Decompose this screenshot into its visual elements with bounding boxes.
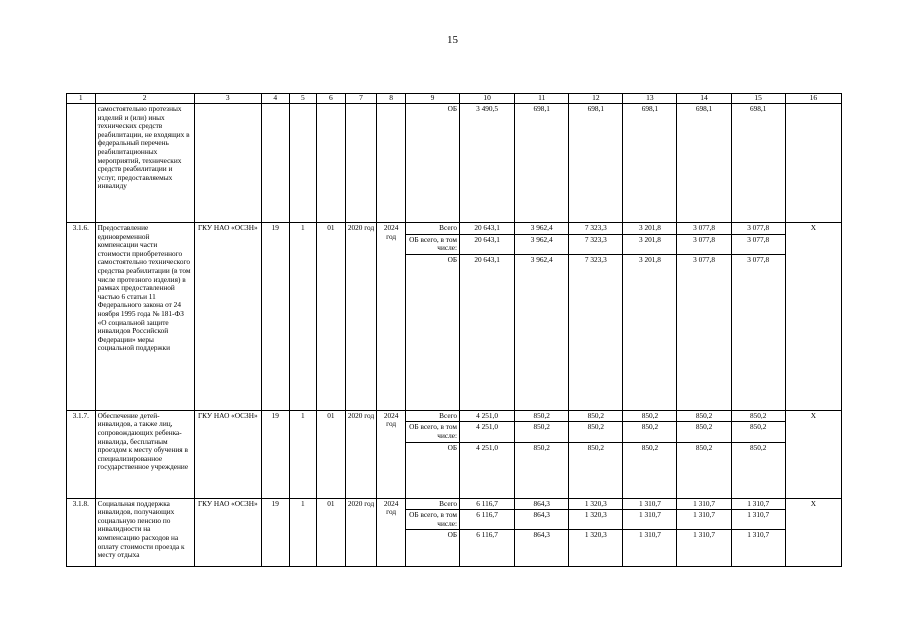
funding-source-label: ОБ bbox=[405, 254, 459, 410]
column-number: 1 bbox=[67, 94, 96, 104]
column-number: 7 bbox=[345, 94, 377, 104]
executor: ГКУ НАО «ОСЗН» bbox=[194, 223, 261, 411]
code-cell: 19 bbox=[262, 498, 290, 567]
value-cell: 1 310,7 bbox=[677, 530, 731, 567]
code-cell: 01 bbox=[317, 223, 346, 411]
end-year: 2024 год bbox=[377, 410, 406, 498]
value-cell: 850,2 bbox=[731, 442, 785, 498]
value-cell: 698,1 bbox=[623, 104, 677, 223]
funding-source-label: ОБ всего, в том числе: bbox=[405, 234, 459, 254]
value-cell: 1 320,3 bbox=[569, 498, 623, 510]
value-cell: 850,2 bbox=[623, 442, 677, 498]
value-cell: 850,2 bbox=[623, 410, 677, 422]
column-number: 15 bbox=[731, 94, 785, 104]
column-16-mark: Х bbox=[785, 410, 841, 498]
value-cell: 850,2 bbox=[677, 442, 731, 498]
measure-name: самостоятельно протезных изделий и (или) иных технических средств реабилитации, не входящих в федеральный перечень реабилитационных мероприятий, технических средств реабилитации и услуг, предоставляемых инвалиду bbox=[95, 104, 194, 223]
value-cell: 850,2 bbox=[569, 442, 623, 498]
value-cell: 1 310,7 bbox=[677, 510, 731, 530]
value-cell: 7 323,3 bbox=[569, 223, 623, 235]
end-year: 2024 год bbox=[377, 498, 406, 567]
funding-source-label: ОБ bbox=[405, 104, 459, 223]
continuation-row bbox=[67, 104, 842, 223]
executor: ГКУ НАО «ОСЗН» bbox=[194, 498, 261, 567]
value-cell: 1 310,7 bbox=[731, 530, 785, 567]
value-cell: 698,1 bbox=[731, 104, 785, 223]
start-year: 2020 год bbox=[345, 498, 377, 567]
program-table bbox=[66, 93, 842, 567]
value-cell: 850,2 bbox=[623, 422, 677, 442]
value-cell: 20 643,1 bbox=[460, 234, 515, 254]
column-number: 11 bbox=[515, 94, 569, 104]
code-cell: 19 bbox=[262, 410, 290, 498]
value-cell: 3 077,8 bbox=[731, 254, 785, 410]
measure-name: Социальная поддержка инвалидов, получающих социальную пенсию по инвалидности на компенсацию расходов на оплату стоимости проезда к месту отдыха bbox=[95, 498, 194, 567]
value-cell: 698,1 bbox=[569, 104, 623, 223]
value-cell: 850,2 bbox=[515, 442, 569, 498]
value-cell: 850,2 bbox=[515, 410, 569, 422]
funding-source-label: ОБ всего, в том числе: bbox=[405, 422, 459, 442]
value-cell: 7 323,3 bbox=[569, 254, 623, 410]
measure-code: 3.1.6. bbox=[67, 223, 96, 411]
value-cell: 864,3 bbox=[515, 498, 569, 510]
value-cell: 6 116,7 bbox=[460, 530, 515, 567]
funding-source-label: ОБ bbox=[405, 530, 459, 567]
value-cell: 4 251,0 bbox=[460, 422, 515, 442]
value-cell: 1 310,7 bbox=[623, 498, 677, 510]
column-number-row bbox=[67, 94, 842, 104]
code-cell: 1 bbox=[289, 410, 317, 498]
code-cell: 1 bbox=[289, 498, 317, 567]
value-cell: 3 201,8 bbox=[623, 254, 677, 410]
column-number: 12 bbox=[569, 94, 623, 104]
value-cell: 864,3 bbox=[515, 510, 569, 530]
column-number: 2 bbox=[95, 94, 194, 104]
value-cell: 3 201,8 bbox=[623, 234, 677, 254]
value-cell: 3 962,4 bbox=[515, 223, 569, 235]
value-cell: 850,2 bbox=[569, 410, 623, 422]
funding-source-label: Всего bbox=[405, 223, 459, 235]
value-cell: 7 323,3 bbox=[569, 234, 623, 254]
funding-source-label: Всего bbox=[405, 498, 459, 510]
value-cell: 3 077,8 bbox=[731, 234, 785, 254]
start-year: 2020 год bbox=[345, 223, 377, 411]
value-cell: 850,2 bbox=[677, 410, 731, 422]
value-cell: 1 310,7 bbox=[677, 498, 731, 510]
column-number: 3 bbox=[194, 94, 261, 104]
value-cell: 3 490,5 bbox=[460, 104, 515, 223]
value-cell: 20 643,1 bbox=[460, 223, 515, 235]
code-cell: 01 bbox=[317, 410, 346, 498]
column-number: 10 bbox=[460, 94, 515, 104]
executor: ГКУ НАО «ОСЗН» bbox=[194, 410, 261, 498]
value-cell: 3 077,8 bbox=[677, 234, 731, 254]
column-number: 13 bbox=[623, 94, 677, 104]
start-year: 2020 год bbox=[345, 410, 377, 498]
measure-name: Обеспечение детей-инвалидов, а также лиц, сопровождающих ребенка-инвалида, бесплатным проездом к месту обучения в специализированное государственное учреждение bbox=[95, 410, 194, 498]
column-number: 9 bbox=[405, 94, 459, 104]
value-cell: 20 643,1 bbox=[460, 254, 515, 410]
value-cell: 3 077,8 bbox=[677, 254, 731, 410]
column-16-mark: Х bbox=[785, 498, 841, 567]
column-number: 5 bbox=[289, 94, 317, 104]
column-number: 6 bbox=[317, 94, 346, 104]
column-number: 16 bbox=[785, 94, 841, 104]
column-16-mark: Х bbox=[785, 223, 841, 411]
measure-row bbox=[67, 498, 842, 510]
code-cell: 19 bbox=[262, 223, 290, 411]
value-cell: 1 310,7 bbox=[623, 530, 677, 567]
code-cell: 1 bbox=[289, 223, 317, 411]
code-cell: 01 bbox=[317, 498, 346, 567]
value-cell: 850,2 bbox=[515, 422, 569, 442]
value-cell: 1 310,7 bbox=[731, 498, 785, 510]
value-cell: 1 310,7 bbox=[623, 510, 677, 530]
value-cell: 6 116,7 bbox=[460, 510, 515, 530]
value-cell: 3 077,8 bbox=[731, 223, 785, 235]
measure-name: Предоставление единовременной компенсации части стоимости приобретенного самостоятельно технического средства реабилитации (в том числе протезного изделия) в рамках предоставленной частью 6 статьи 11 Федерального закона от 24 ноября 1995 года № 181-ФЗ «О социальной защите инвалидов Российской Федерации» меры социальной поддержки bbox=[95, 223, 194, 411]
measure-row bbox=[67, 223, 842, 235]
value-cell: 3 201,8 bbox=[623, 223, 677, 235]
measure-row bbox=[67, 410, 842, 422]
value-cell: 4 251,0 bbox=[460, 410, 515, 422]
value-cell: 864,3 bbox=[515, 530, 569, 567]
value-cell: 698,1 bbox=[677, 104, 731, 223]
measure-code: 3.1.7. bbox=[67, 410, 96, 498]
value-cell: 3 962,4 bbox=[515, 254, 569, 410]
value-cell: 850,2 bbox=[731, 422, 785, 442]
value-cell: 850,2 bbox=[569, 422, 623, 442]
page-number: 15 bbox=[447, 34, 458, 46]
value-cell: 850,2 bbox=[677, 422, 731, 442]
funding-source-label: ОБ bbox=[405, 442, 459, 498]
value-cell: 6 116,7 bbox=[460, 498, 515, 510]
measure-code: 3.1.8. bbox=[67, 498, 96, 567]
column-number: 4 bbox=[262, 94, 290, 104]
column-number: 8 bbox=[377, 94, 406, 104]
value-cell: 3 077,8 bbox=[677, 223, 731, 235]
value-cell: 4 251,0 bbox=[460, 442, 515, 498]
value-cell: 1 320,3 bbox=[569, 530, 623, 567]
value-cell: 698,1 bbox=[515, 104, 569, 223]
end-year: 2024 год bbox=[377, 223, 406, 411]
value-cell: 3 962,4 bbox=[515, 234, 569, 254]
value-cell: 1 310,7 bbox=[731, 510, 785, 530]
value-cell: 850,2 bbox=[731, 410, 785, 422]
column-number: 14 bbox=[677, 94, 731, 104]
value-cell: 1 320,3 bbox=[569, 510, 623, 530]
funding-source-label: ОБ всего, в том числе: bbox=[405, 510, 459, 530]
funding-source-label: Всего bbox=[405, 410, 459, 422]
